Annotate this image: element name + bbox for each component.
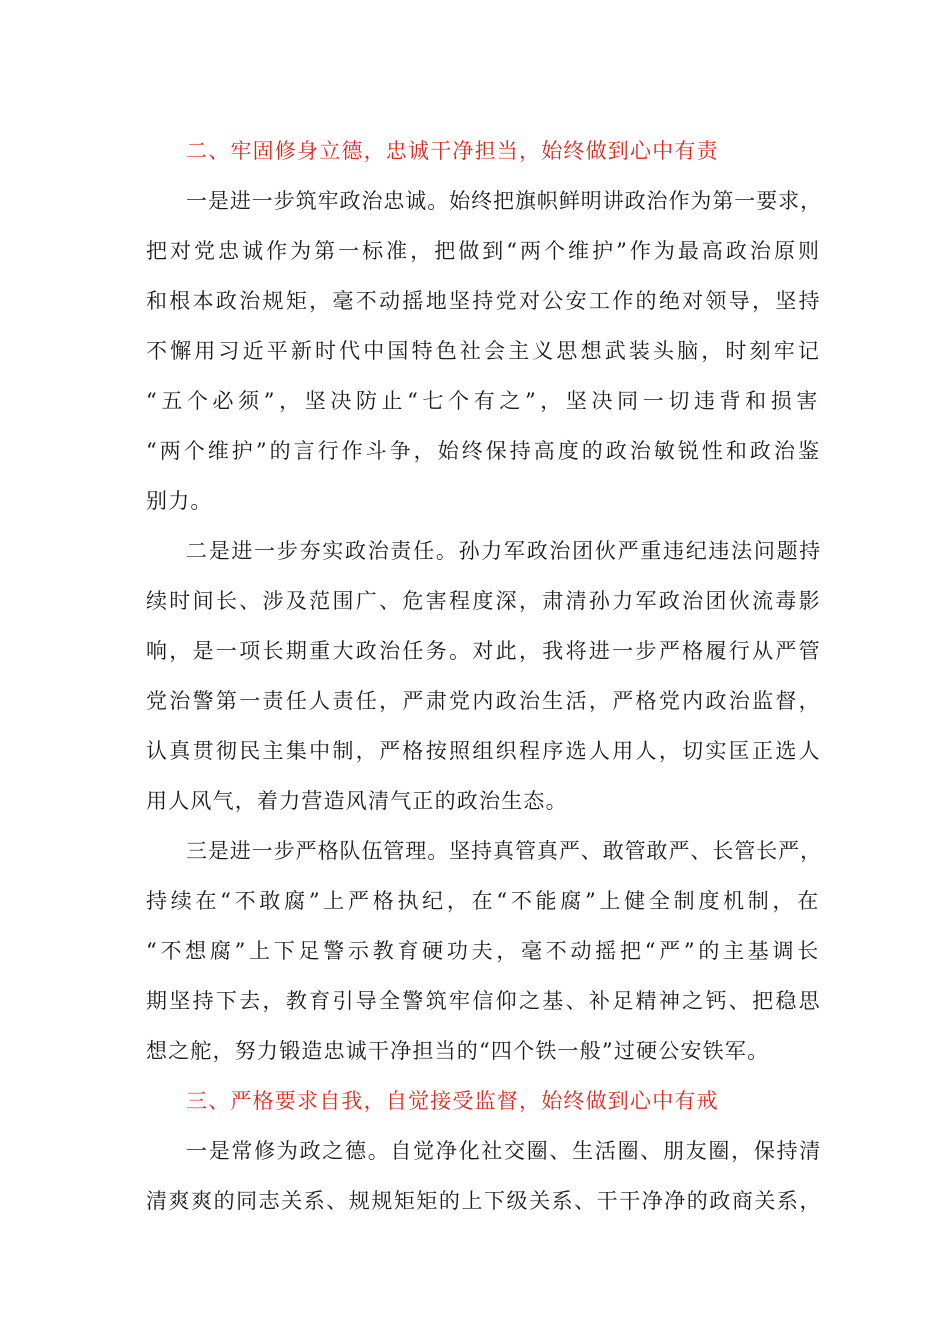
text-line: “两个维护”的言行作斗争，始终保持高度的政治敏锐性和政治鉴 (146, 439, 822, 463)
text-line: 别力。 (146, 489, 213, 513)
text-line: 一是进一步筑牢政治忠诚。始终把旗帜鲜明讲政治作为第一要求， (186, 189, 822, 213)
paragraph-political-loyalty (146, 176, 822, 526)
text-line: 三是进一步严格队伍管理。坚持真管真严、敢管敢严、长管长严， (186, 839, 822, 863)
text-line: 党治警第一责任人责任，严肃党内政治生活，严格党内政治监督， (146, 689, 822, 713)
text-line: 想之舵，努力锻造忠诚干净担当的“四个铁一般”过硬公安铁军。 (146, 1039, 770, 1063)
document-body (146, 126, 822, 1226)
section-heading-2: 二、牢固修身立德，忠诚干净担当，始终做到心中有责 (186, 139, 719, 163)
text-line: 持续在“不敢腐”上严格执纪，在“不能腐”上健全制度机制，在 (146, 889, 822, 913)
text-line: 响，是一项长期重大政治任务。对此，我将进一步严格履行从严管 (146, 639, 822, 663)
text-line: 期坚持下去，教育引导全警筑牢信仰之基、补足精神之钙、把稳思 (146, 989, 822, 1013)
paragraph-political-responsibility (146, 526, 822, 826)
section-heading-3: 三、严格要求自我，自觉接受监督，始终做到心中有戒 (186, 1089, 719, 1113)
text-line: “不想腐”上下足警示教育硬功夫，毫不动摇把“严”的主基调长 (146, 939, 822, 963)
text-line: 用人风气，着力营造风清气正的政治生态。 (146, 789, 568, 813)
text-line: 二是进一步夯实政治责任。孙力军政治团伙严重违纪违法问题持 (186, 539, 822, 563)
paragraph-political-virtue (146, 1126, 822, 1226)
text-line: “五个必须”，坚决防止“七个有之”，坚决同一切违背和损害 (146, 389, 822, 413)
text-line: 把对党忠诚作为第一标准，把做到“两个维护”作为最高政治原则 (146, 239, 822, 263)
text-line: 不懈用习近平新时代中国特色社会主义思想武装头脑，时刻牢记 (146, 339, 822, 363)
text-line: 清爽爽的同志关系、规规矩矩的上下级关系、干干净净的政商关系， (146, 1189, 822, 1213)
paragraph-team-management (146, 826, 822, 1076)
text-line: 一是常修为政之德。自觉净化社交圈、生活圈、朋友圈，保持清 (186, 1139, 822, 1163)
text-line: 续时间长、涉及范围广、危害程度深，肃清孙力军政治团伙流毒影 (146, 589, 822, 613)
text-line: 和根本政治规矩，毫不动摇地坚持党对公安工作的绝对领导，坚持 (146, 289, 822, 313)
text-line: 认真贯彻民主集中制，严格按照组织程序选人用人，切实匡正选人 (146, 739, 822, 763)
